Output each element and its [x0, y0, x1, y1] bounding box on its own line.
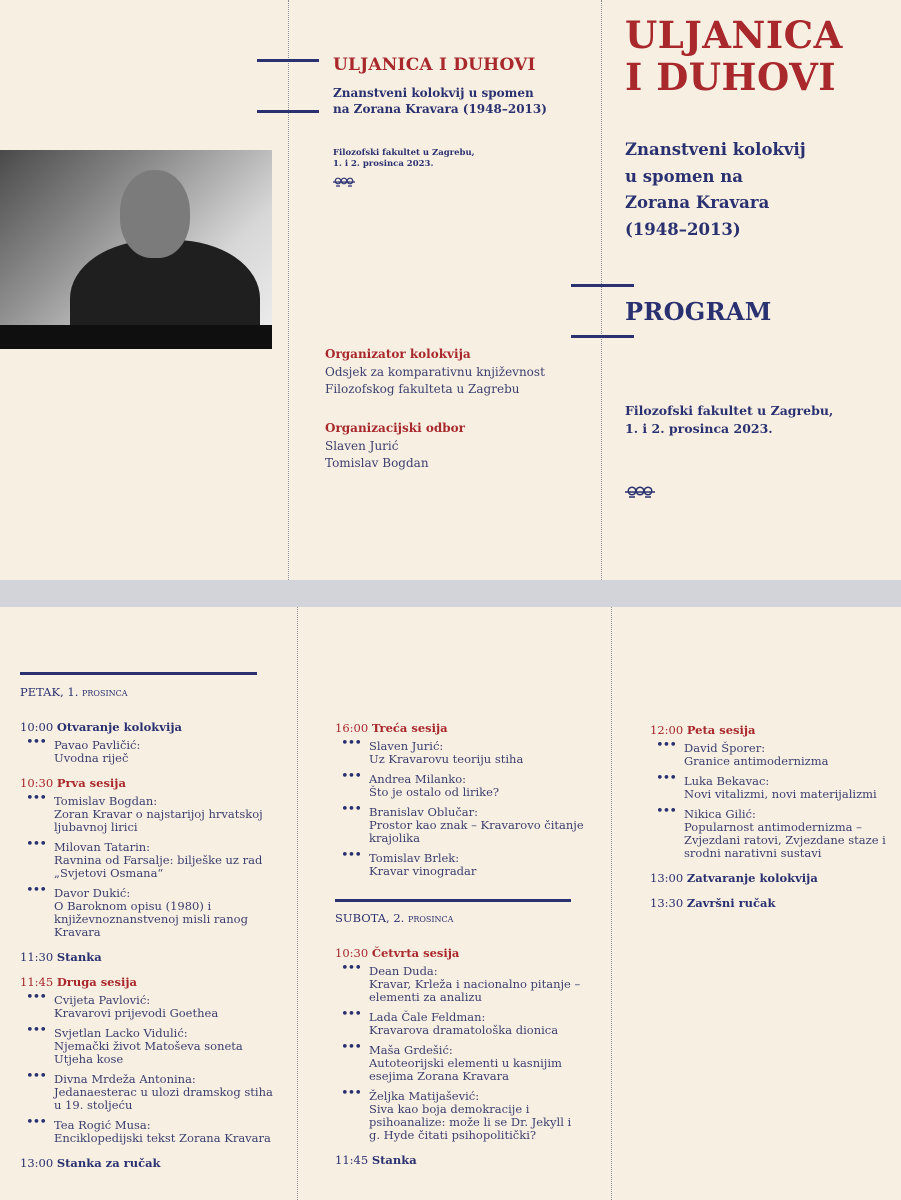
fold-line-bottom-right	[611, 607, 612, 1200]
session-label: Zatvaranje kolokvija	[686, 871, 818, 885]
session-time: 13:00	[650, 871, 684, 885]
talk-title-line: srodni narativni sustavi	[684, 846, 822, 860]
talk-item	[20, 883, 280, 939]
cover-title: ULJANICA I DUHOVI	[625, 13, 843, 99]
talk-title-line: g. Hyde čitati psihopolitički?	[369, 1128, 537, 1142]
rule-day-1	[20, 672, 257, 675]
session-label: Završni ručak	[686, 896, 776, 910]
talk-title-line: Zvjezdani ratovi, Zvjezdane staze i	[684, 833, 886, 847]
talk-item	[20, 1115, 280, 1145]
session-heading	[650, 724, 895, 737]
organizer-line: Filozofskog fakulteta u Zagrebu	[325, 382, 520, 396]
speaker-name: Luka Bekavac:	[684, 774, 770, 788]
talk-item	[20, 990, 280, 1020]
speaker-name: Željka Matijašević:	[369, 1089, 480, 1103]
bullet-dots-icon: •••	[26, 1069, 47, 1084]
session-heading	[20, 951, 280, 964]
talk-title-line: Siva kao boja demokracije i	[369, 1102, 530, 1116]
talk-item	[20, 1023, 280, 1066]
talk-title-line: esejima Zorana Kravara	[369, 1069, 510, 1083]
talk-title-line: Ravnina od Farsalje: bilješke uz rad	[54, 853, 263, 867]
talk-title-line: Kravarovi prijevodi Goethea	[54, 1006, 219, 1020]
talk-item	[20, 1069, 280, 1112]
talk-title-line: Prostor kao znak – Kravarovo čitanje	[369, 818, 584, 832]
session-label: Otvaranje kolokvija	[56, 720, 182, 734]
talk-title-line: ljubavnoj lirici	[54, 820, 138, 834]
talk-item	[335, 961, 595, 1004]
session-label: Prva sesija	[56, 776, 126, 790]
bullet-dots-icon: •••	[341, 961, 362, 976]
small-place: Filozofski fakultet u Zagrebu, 1. i 2. prosinca 2023.	[333, 148, 475, 169]
speaker-name: Divna Mrdeža Antonina:	[54, 1072, 196, 1086]
session-label: Stanka za ručak	[56, 1156, 161, 1170]
talk-item	[335, 1086, 595, 1142]
talk-item	[335, 736, 595, 766]
organizer-heading: Organizator kolokvija	[325, 347, 471, 361]
session-time: 10:30	[335, 946, 369, 960]
session-time: 10:00	[20, 720, 54, 734]
bullet-dots-icon: •••	[341, 802, 362, 817]
rule-cover-bottom	[571, 335, 634, 338]
small-subtitle: Znanstveni kolokvij u spomen na Zorana Kravara (1948–2013)	[333, 86, 547, 116]
committee-member: Slaven Jurić	[325, 439, 399, 453]
fold-line-top-right	[601, 0, 602, 580]
session-time: 10:30	[20, 776, 54, 790]
program-column-1	[20, 686, 280, 1170]
session-heading	[20, 976, 280, 989]
rule-day-2	[335, 899, 571, 902]
bullet-dots-icon: •••	[341, 769, 362, 784]
talk-title-line: u 19. stoljeću	[54, 1098, 133, 1112]
speaker-name: David Šporer:	[684, 741, 766, 755]
rule-small-bottom	[257, 110, 319, 113]
program-column-2-bottom	[335, 912, 595, 1167]
session-heading	[650, 872, 895, 885]
speaker-name: Nikica Gilić:	[684, 807, 756, 821]
talk-item	[335, 1040, 595, 1083]
bullet-dots-icon: •••	[26, 883, 47, 898]
talk-item	[20, 837, 280, 880]
committee-heading: Organizacijski odbor	[325, 421, 465, 435]
bullet-dots-icon: •••	[341, 848, 362, 863]
fold-line-top-left	[288, 0, 289, 580]
talk-title-line: psihoanalize: može li se Dr. Jekyll i	[369, 1115, 572, 1129]
talk-title-line: Autoteorijski elementi u kasnijim	[369, 1056, 562, 1070]
talk-title-line: Novi vitalizmi, novi materijalizmi	[684, 787, 877, 801]
fold-line-bottom-left	[297, 607, 298, 1200]
talk-item	[335, 769, 595, 799]
session-heading	[650, 897, 895, 910]
day-heading: SUBOTA, 2. prosinca	[335, 911, 454, 925]
speaker-name: Davor Dukić:	[54, 886, 131, 900]
bullet-dots-icon: •••	[656, 738, 677, 753]
rule-cover-top	[571, 284, 634, 287]
session-label: Treća sesija	[371, 721, 448, 735]
small-title: ULJANICA I DUHOVI	[333, 55, 536, 75]
talk-title-line: Kravar, Krleža i nacionalno pitanje –	[369, 977, 581, 991]
day-heading: PETAK, 1. prosinca	[20, 685, 128, 699]
ornament-icon	[332, 176, 356, 188]
session-time: 11:45	[335, 1153, 369, 1167]
talk-title-line: književnoznanstvenoj misli ranog	[54, 912, 248, 926]
talk-item	[335, 1007, 595, 1037]
ornament-icon	[624, 484, 656, 500]
cover-place: Filozofski fakultet u Zagrebu, 1. i 2. prosinca 2023.	[625, 403, 834, 436]
session-time: 11:45	[20, 975, 54, 989]
speaker-name: Tomislav Bogdan:	[54, 794, 158, 808]
rule-small-top	[257, 59, 319, 62]
session-label: Peta sesija	[686, 723, 756, 737]
talk-title-line: Kravara	[54, 925, 101, 939]
bullet-dots-icon: •••	[26, 791, 47, 806]
talk-title-line: elementi za analizu	[369, 990, 482, 1004]
speaker-name: Slaven Jurić:	[369, 739, 444, 753]
session-time: 13:30	[650, 896, 684, 910]
bullet-dots-icon: •••	[656, 771, 677, 786]
talk-title-line: Popularnost antimodernizma –	[684, 820, 862, 834]
session-label: Druga sesija	[56, 975, 137, 989]
cover-subtitle: Znanstveni kolokvij u spomen na Zorana Kravara (1948–2013)	[625, 140, 806, 239]
committee-member: Tomislav Bogdan	[325, 456, 429, 470]
speaker-name: Andrea Milanko:	[369, 772, 467, 786]
session-time: 11:30	[20, 950, 54, 964]
session-label: Stanka	[371, 1153, 417, 1167]
speaker-name: Milovan Tatarin:	[54, 840, 151, 854]
session-heading	[335, 722, 595, 735]
bullet-dots-icon: •••	[341, 1007, 362, 1022]
session-heading	[20, 721, 280, 734]
session-time: 16:00	[335, 721, 369, 735]
talk-title-line: O Baroknom opisu (1980) i	[54, 899, 212, 913]
talk-title-line: Utjeha kose	[54, 1052, 124, 1066]
speaker-name: Tea Rogić Musa:	[54, 1118, 151, 1132]
session-heading	[335, 947, 595, 960]
session-label: Stanka	[56, 950, 102, 964]
organizer-line: Odsjek za komparativnu književnost	[325, 365, 545, 379]
talk-item	[650, 804, 895, 860]
bullet-dots-icon: •••	[26, 735, 47, 750]
bullet-dots-icon: •••	[26, 837, 47, 852]
talk-item	[650, 738, 895, 768]
bullet-dots-icon: •••	[341, 736, 362, 751]
talk-item	[335, 802, 595, 845]
speaker-name: Pavao Pavličić:	[54, 738, 141, 752]
portrait-photo	[0, 150, 272, 349]
talk-item	[335, 848, 595, 878]
talk-title-line: Zoran Kravar o najstarijoj hrvatskoj	[54, 807, 263, 821]
talk-title-line: Kravarova dramatološka dionica	[369, 1023, 559, 1037]
session-heading	[20, 777, 280, 790]
speaker-name: Lada Čale Feldman:	[369, 1010, 486, 1024]
talk-title-line: Granice antimodernizma	[684, 754, 829, 768]
bullet-dots-icon: •••	[341, 1040, 362, 1055]
session-heading	[335, 1154, 595, 1167]
session-heading	[20, 1157, 280, 1170]
talk-title-line: krajolika	[369, 831, 420, 845]
session-time: 13:00	[20, 1156, 54, 1170]
talk-item	[20, 791, 280, 834]
speaker-name: Branislav Oblučar:	[369, 805, 479, 819]
program-heading: PROGRAM	[625, 297, 772, 326]
bullet-dots-icon: •••	[26, 990, 47, 1005]
talk-title-line: Uz Kravarovu teoriju stiha	[369, 752, 524, 766]
program-column-2-top	[335, 722, 595, 878]
bullet-dots-icon: •••	[341, 1086, 362, 1101]
speaker-name: Svjetlan Lacko Vidulić:	[54, 1026, 188, 1040]
talk-title-line: Kravar vinogradar	[369, 864, 477, 878]
organizer-block	[325, 347, 545, 472]
talk-title-line: Jedanaesterac u ulozi dramskog stiha	[54, 1085, 273, 1099]
speaker-name: Maša Grdešić:	[369, 1043, 453, 1057]
speaker-name: Cvijeta Pavlović:	[54, 993, 151, 1007]
session-time: 12:00	[650, 723, 684, 737]
speaker-name: Dean Duda:	[369, 964, 438, 978]
talk-title-line: Što je ostalo od lirike?	[369, 785, 500, 799]
talk-title-line: Enciklopedijski tekst Zorana Kravara	[54, 1131, 271, 1145]
bullet-dots-icon: •••	[26, 1115, 47, 1130]
bullet-dots-icon: •••	[26, 1023, 47, 1038]
speaker-name: Tomislav Brlek:	[369, 851, 460, 865]
fold-band	[0, 580, 901, 607]
talk-item	[20, 735, 280, 765]
talk-title-line: Njemački život Matoševa soneta	[54, 1039, 243, 1053]
program-column-3	[650, 724, 895, 910]
talk-item	[650, 771, 895, 801]
talk-title-line: „Svjetovi Osmana“	[54, 866, 164, 880]
bullet-dots-icon: •••	[656, 804, 677, 819]
session-label: Četvrta sesija	[371, 946, 460, 960]
talk-title-line: Uvodna riječ	[54, 751, 129, 765]
